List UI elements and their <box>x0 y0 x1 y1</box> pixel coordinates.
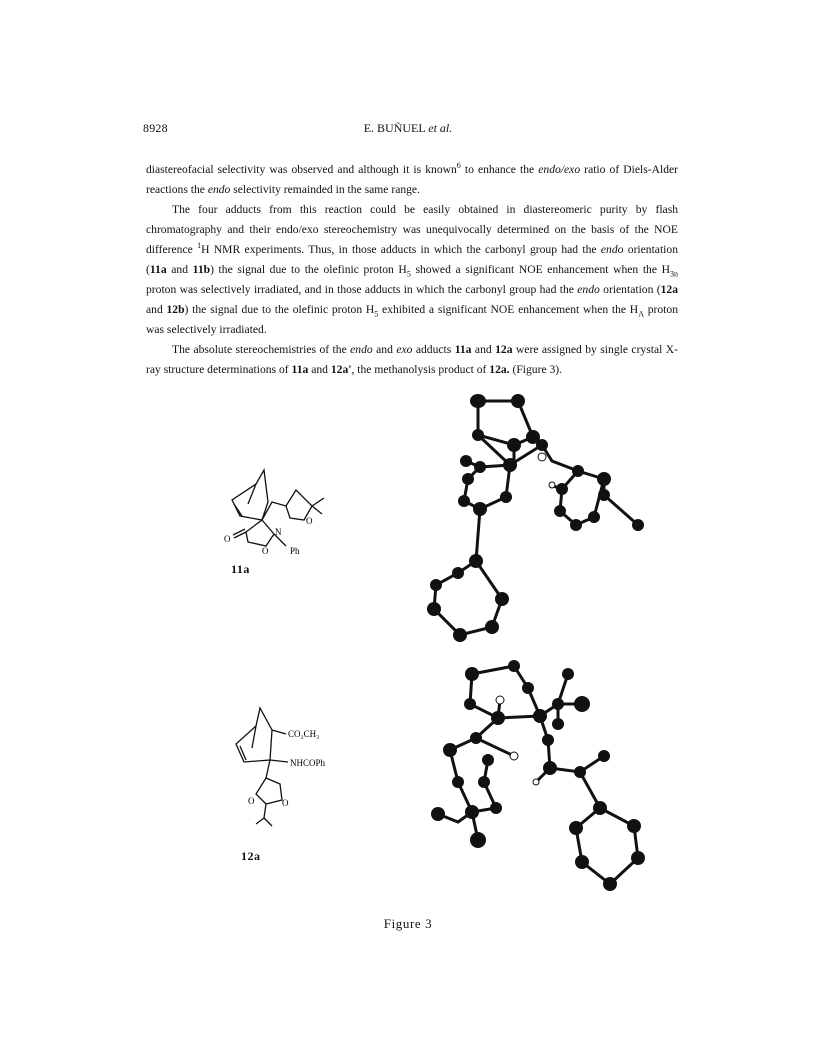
compound-ref: 12a <box>495 343 513 356</box>
atom-label-o-ring: O <box>262 546 269 556</box>
text-run: showed a significant NOE enhancement when the H <box>410 263 670 276</box>
text-run: orientation ( <box>599 283 661 296</box>
text-run: H NMR experiments. Thus, in those adducts in which the carbonyl group had the <box>201 243 601 256</box>
paragraph-2 <box>146 200 678 340</box>
text-run: selectivity remainded in the same range. <box>230 183 420 196</box>
italic-term: endo <box>207 183 231 196</box>
superscript: 1 <box>197 241 202 251</box>
subscript: 5 <box>374 309 379 319</box>
subscript: 3n <box>670 269 678 279</box>
text-run: The four adducts from this reaction could be easily obtained in diastereomeric purity by flash chromatography and their endo/exo stereochemistry was unequivocally determined on the basis of the NOE difference <box>146 203 678 256</box>
text-run: ) the signal due to the olefinic proton H <box>184 303 375 316</box>
atom-label-n: N <box>275 527 282 537</box>
substituent-co2ch3: CO₂CH₃ <box>288 729 320 739</box>
structure-12a <box>222 704 362 834</box>
italic-term: endo <box>350 343 373 356</box>
compound-ref: 12b <box>166 303 185 316</box>
text-run: The absolute stereochemistries of the <box>172 343 351 356</box>
italic-term: endo/exo <box>538 163 581 176</box>
text-run: (Figure 3). <box>509 363 563 376</box>
compound-ref: 11a <box>149 263 167 276</box>
atom-label-ph: Ph <box>290 546 300 556</box>
text-run: ) the signal due to the olefinic proton H <box>210 263 407 276</box>
text-run: proton was selectively irradiated, and in those adducts in which the carbonyl group had the <box>146 283 578 296</box>
structure-11a <box>212 462 342 564</box>
atom-label-o-carbonyl: O <box>224 534 231 544</box>
compound-ref: 12a <box>660 283 678 296</box>
paragraph-1 <box>146 160 678 200</box>
text-run: and <box>146 303 167 316</box>
figure-caption: Figure 3 <box>383 916 433 931</box>
text-run: proton was selectively irradiated. <box>146 303 678 336</box>
page-number: 8928 <box>143 121 168 135</box>
text-run: , the methanolysis product of <box>351 363 490 376</box>
subscript: A <box>638 309 644 319</box>
running-head-etal: et al. <box>428 121 453 135</box>
label-11a: 11a <box>231 562 250 576</box>
italic-term: exo <box>396 343 413 356</box>
text-run: and <box>166 263 193 276</box>
italic-term: endo <box>577 283 600 296</box>
text-run: diastereofacial selectivity was observed and although it is known <box>146 163 457 176</box>
running-head <box>0 121 816 136</box>
subscript: 5 <box>406 269 411 279</box>
text-run: orientation ( <box>146 243 678 276</box>
text-run: and <box>372 343 397 356</box>
paragraph-3 <box>146 340 678 380</box>
xray-structure-12a <box>410 660 660 900</box>
text-run: were assigned by single crystal X-ray structure determinations of <box>146 343 678 376</box>
atom-label-o-right: O <box>282 798 289 808</box>
compound-ref: 11b <box>192 263 211 276</box>
reference-superscript: 6 <box>456 161 461 171</box>
text-run: and <box>308 363 331 376</box>
text-run: adducts <box>412 343 455 356</box>
text-run: and <box>471 343 496 356</box>
running-head-author: E. BUÑUEL <box>363 121 426 135</box>
text-run: ratio of Diels-Alder reactions the <box>146 163 678 196</box>
compound-ref: 12a. <box>489 363 510 376</box>
substituent-nhcoph: NHCOPh <box>290 758 326 768</box>
compound-ref: 11a <box>454 343 472 356</box>
xray-structure-11a <box>418 385 658 645</box>
atom-label-o-left: O <box>248 796 255 806</box>
compound-ref: 12a' <box>330 363 352 376</box>
label-12a: 12a <box>241 849 261 863</box>
atom-label-o-dioxolane: O <box>306 516 313 526</box>
text-run: exhibited a significant NOE enhancement when the H <box>378 303 639 316</box>
italic-term: endo <box>600 243 624 256</box>
text-run: to enhance the <box>460 163 539 176</box>
compound-ref: 11a <box>291 363 309 376</box>
